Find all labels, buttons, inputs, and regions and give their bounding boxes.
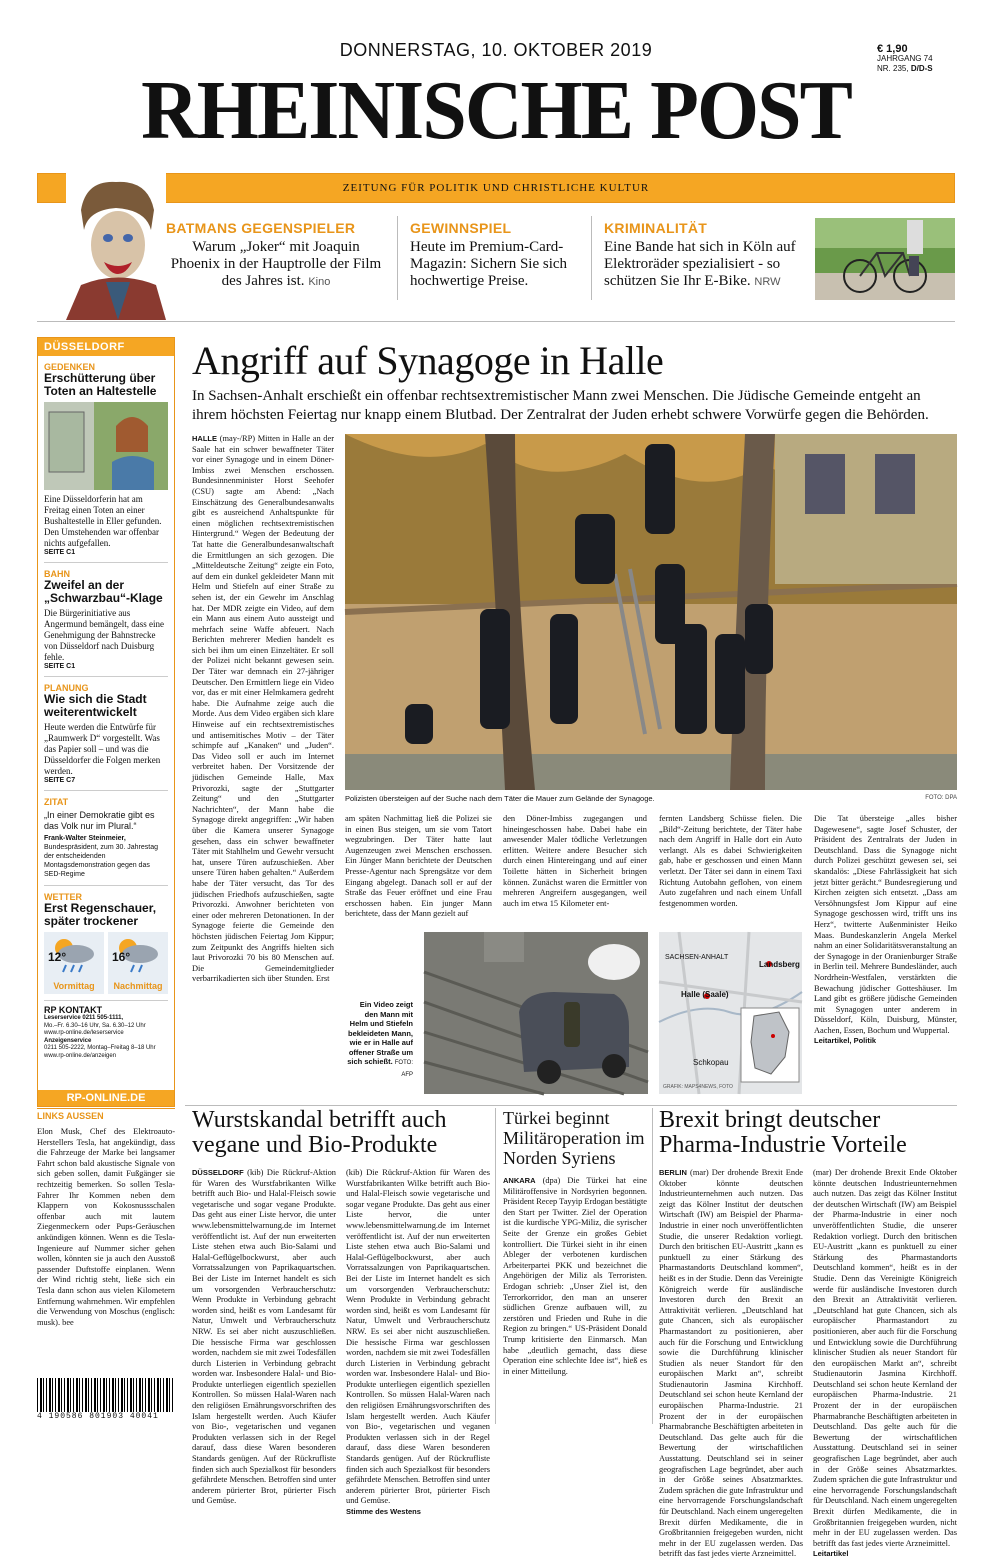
article-wurst	[192, 1107, 490, 1516]
barcode	[37, 1378, 175, 1424]
teaser-3[interactable]	[604, 220, 804, 291]
sidebar-source[interactable]: SEITE C7	[44, 777, 76, 784]
contact-line: 0211 505-2222, Montag–Freitag 8–18 Uhr	[44, 1045, 156, 1051]
sidebar-title[interactable]: Zweifel an der „Schwarzbau“-Klage	[44, 578, 163, 605]
weather-title: Erst Regenschauer, später trockener	[44, 901, 157, 928]
photo-caption: Polizisten übersteigen auf der Suche nach dem Täter die Mauer zum Gelände der Synagoge.	[345, 794, 655, 803]
weather-label: Nachmittag	[113, 981, 163, 991]
map-label-state: SACHSEN-ANHALT	[665, 954, 729, 961]
weather-kicker: WETTER	[44, 892, 82, 902]
article-text-cont: (mar) Der drohende Brexit Ende Oktober könnte deutschen Industrieunternehmen auch nutzen. Das zeigt das Kölner Institut der deutschen Wirtschaft (IW) am Beispiel der Pharma-Industrie in einer noch unveröffentlichten Studie, die unserer Redaktion vorliegt. Durch den britischen EU-Austritt „kann es punktuell zu einer Stärkung des Pharmastandorts Deutschland kommen“, heißt es in der Studie. Denn das Vereinigte Königreich werde für ausländische Investoren durch den Brexit an Attraktivität verlieren. „Deutschland hat gute Chancen, sich als europäischer Pharmastandort zu positionieren, aber auch für die Forschung und Entwicklung sowie die Durchführung klinischer Studien als neuer Standort für den europäischen Markt an“, schreibt Studienautorin Jasmina Kirchhoff. Deutschland sei schon heute Kernland der europäischen Pharma-Industrie. 21 Prozent der in der europäischen Pharmabranche Beschäftigten arbeiteten in Deutschland. Das gelte auch für die Bewertung der wirtschaftlichen Ausstattung. Deutschland sei in seiner geografischen Lage begründet, aber auch in der Größe seines Absatzmarktes. Zudem sprächen die gute Infrastruktur und eine hervorragende Forschungslandschaft für Deutschland. Nach einem ungeregelten Brexit dürfen Medikamente, die in Großbritannien freigegeben wurden, nicht mehr in der EU zugelassen werden. Das betrifft das fast jedes vierte Arzneimittel. Leitartikel	[813, 1168, 957, 1559]
photo-credit: FOTO: DPA	[925, 795, 957, 801]
map-label-schkopau: Schkopau	[693, 1058, 729, 1067]
main-col-4: fernten Landsberg Schüsse fielen. Die „Bild“-Zeitung berichtete, der Täter habe nach dem Angriff in Halle dort ein Auto verlangt. Als es dabei Schwierigkeiten gab, habe er geschossen und einen Mann verletzt. Der Täter sei dann in einem Taxi Richtung Autobahn geflohen, von einem Auto zugefahren und nach einem Unfall festgenommen worden.	[659, 814, 802, 908]
weather-afternoon	[108, 932, 168, 994]
sidebar-text: Eine Düsseldorferin hat am Freitag einen Toten an einer Bushaltestelle in Eller gefunden. Den Umstehenden war offenbar nichts aufgefallen.	[44, 494, 162, 548]
haltestelle-photo[interactable]	[44, 402, 168, 490]
teaser-2[interactable]	[410, 220, 580, 290]
sidebar-kicker: BAHN	[44, 569, 70, 579]
ebike-photo[interactable]	[815, 218, 955, 300]
teaser-1-text: Warum „Joker“ mit Joaquin Phoenix in der Hauptrolle der Film des Jahres ist. Kino	[170, 239, 382, 289]
contact-line[interactable]: www.rp-online.de/anzeigen	[44, 1052, 117, 1059]
price: € 1,90	[877, 43, 908, 55]
barcode-digits: 4 190586 801903 40041	[37, 1412, 159, 1421]
article-text: DÜSSELDORF (kib) Die Rückruf-Aktion für Waren des Wurstfabrikanten Wilke betrifft auch Bio- und Halal-Fleisch sowie vegetarische und sogar vegane Produkte. Das geht aus einer Liste hervor, die unter www.lebensmittelwarnung.de im Internet veröffentlicht ist. Auf der nun erweiterten Liste stehen etwa auch Bio-Salami und Halal-Geflügelbockwurst, aber auch Vorratssalzungen von Paprikaquartschen. Bei der Liste im Internet handelt es sich um vorsorgenden Verbraucherschutz: Wenn Produkte in Verbindung gebracht worden sind, heißt es vom Landesamt für Natur, Umwelt und Verbraucherschutz NRW. Es sei aber nicht auszuschließen. Die hessische Firma war geschlossen worden, nachdem sie mit zwei Todesfällen durch Listerien in Verbindung gebracht worden war. Insbesondere Halal- und Bio-Produkte unterliegen eigentlich speziellen Kontrollen. So müssen Halal-Waren nach den religiösen Ernährungsvorschriften des Islam hergestellt werden. Auch Käufer von Bio-, vegetarischen und veganen Produkten verlassen sich in der Regel darauf, dass diese Waren besonderen Standards genügen. Auf der Rückrufliste finden sich auch Spezialkost für besonders gefährdete Menschen. Betroffen sind unter anderem pürierter Brot, pürierter Fisch und Gemüse.	[192, 1168, 336, 1506]
main-col-2: am späten Nachmittag ließ die Polizei sie in einen Bus steigen, um sie vom Tatort wegzubringen. Der Täter hatte laut Augenzeugen zwei Menschen erschossen. Ein Jünger Mann berichtete der Deutschen Presse-Agentur nach Sprengsätze vor dem Eingang abgelegt. Danach soll er auf der Straße das Feuer eröffnet und eine Frau erschossen haben. Ein junger Mann berichtete, dass der Mann gezielt auf	[345, 814, 492, 919]
issue-number: NR. 235, D/D-S	[877, 64, 933, 73]
section-rule	[185, 1105, 957, 1106]
map-label-halle: Halle (Saale)	[681, 990, 729, 999]
article-brexit	[659, 1107, 957, 1559]
quote-text: „In einer Demokratie gibt es das Volk nur im Plural.“	[44, 810, 155, 831]
local-sidebar	[37, 337, 175, 1107]
column-divider	[495, 1108, 496, 1424]
quote-kicker: ZITAT	[44, 797, 69, 807]
main-col-1: HALLE (may-/RP) Mitten in Halle an der Saale hat ein schwer bewaffneter Täter vor einer Synagoge und in einem Döner-Imbiss zwei Menschen erschossen. Bundesinnenminister Horst Seehofer (CSU) sagte am Abend: „Nach Einschätzung des Generalbundesanwalts gibt es ausreichend Anhaltspunkte für einen möglichen rechtsextremistischen Hintergrund.“ Wegen der Bedeutung der Tat hatte die Generalbundesanwaltschaft die Ermittlungen an sich gezogen. Die „Mitteldeutsche Zeitung“ zeigte ein Foto, auf dem ein dunkel gekleideter Mann mit Helm und Stiefeln auf einer Straße zu sehen ist, der ein Gewehr im Anschlag hat. Der MDR zeigte ein Video, auf dem ein Mann aus einem Auto aussteigt und mehrfach seine Waffe abfeuert. Nach Berichten mehrerer Medien handelt es sich bei ihm um einen Einzeltäter. Er soll der Polizei nicht bekannt gewesen sein. Der Täter war demnach ein 27-jähriger Deutscher. Den Ermittlern liege ein Video vor, das er mit einer Helmkamera gedreht habe. Die Aufnahme zeige auch die Morde. Aus dem Video ergäben sich klare Hinweise auf ein rechtsextremistisches und antisemitisches Motiv – der Täter schimpfe auf „Kanaken“ und „Juden“. Das Video soll er auch im Internet verbreitet haben. Der Vorsitzende der jüdischen Gemeinde Halle, Max Privorozki, sagte der „Stuttgarter Zeitung“ und den „Stuttgarter Nachrichten“, der Mann habe die Synagoge direkt angegriffen: „Wir haben über die Kamera unserer Synagoge gesehen, dass ein schwer bewaffneter Täter mit Stahlhelm und Gewehr versucht hat, unsere Türen aufzuschießen. Aber unsere Türen haben gehalten.“ Außerdem habe der Täter versucht, das Tor des jüdischen Friedhofs aufzuschießen, sagte Privorozki. Anwohner berichteten von einer oder mehreren Detonationen. In der Synagoge feierte die Gemeinde den höchsten jüdischen Feiertag Jom Kippur; zum Zeitpunkt des Angriffs hielten sich laut Privorozki 70 bis 80 Menschen auf. Die Gemeindemitglieder verbarrikadierten sich über Stunden. Erst	[192, 434, 334, 984]
sidebar-source[interactable]: SEITE C1	[44, 549, 76, 556]
teaser-divider	[397, 216, 398, 300]
contact-line[interactable]: www.rp-online.de/leserservice	[44, 1030, 124, 1036]
links-aussen-text: Elon Musk, Chef des Elektroauto-Herstellers Tesla, hat angekündigt, dass die Fahrzeuge der Marke bei langsamer Fahrt schon bald akustische Signale von sich geben sollen, damit Fußgänger sie rechtzeitig bemerken. So sollen Tesla-Fahrer Ihr Kommen neben dem Klappern von Kokosnussschalen offenbar auch mit lautem Ziegenmeckern oder Pups-Geräuschen ankündigen können. Wenn es die Tesla-Ingenieure auf Nummer sicher gehen wollen, könnten sie ja auch den Ausstoß passender Duftstoffe einplanen. Wenn der Wind richtig steht, ließe sich ein Tesla dann schon aus vielen Kilometern Entfernung wahrnehmen. Wir empfehlen die Verwendung von Moschus (englisch: musk). bee	[37, 1127, 175, 1327]
issue-date: DONNERSTAG, 10. OKTOBER 2019	[339, 40, 653, 60]
tagline: ZEITUNG FÜR POLITIK UND CHRISTLICHE KULTUR	[37, 173, 955, 203]
contact-line: Leserservice 0211 505-1111,	[44, 1015, 124, 1021]
volume: JAHRGANG 74	[877, 54, 933, 63]
masthead: RHEINISCHE POST	[141, 64, 851, 157]
weather-boxes	[44, 932, 168, 994]
teaser-3-headline: KRIMINALITÄT	[604, 220, 708, 236]
quote-author: Frank-Walter Steinmeier, Bundespräsident, zum 30. Jahrestag der entscheidenden Montagsdemonstration gegen das SED-Regime	[44, 835, 159, 878]
links-aussen	[37, 1108, 175, 1385]
column-divider	[652, 1108, 653, 1424]
teaser-divider	[591, 216, 592, 300]
article-headline[interactable]: Türkei beginnt Militäroperation im Norden Syriens	[503, 1108, 645, 1168]
map-label-landsberg: Landsberg	[759, 960, 800, 969]
sidebar-text: Heute werden die Entwürfe für „Raumwerk D“ vorgestellt. Was das Papier soll – und was die Düsseldorfer die Folgen merken werden.	[44, 722, 161, 776]
article-text: ANKARA (dpa) Die Türkei hat eine Militäroffensive in Nordsyrien begonnen. Präsident Recep Tayyip Erdogan bestätigte den Start per Twitter. Ziel der Operation ist die kurdische YPG-Miliz, die syrischer Seite der Grenze ein großes Gebiet kontrolliert. Die Türkei sieht in ihr einen Ableger der verbotenen kurdischen Arbeiterpartei PKK und bezeichnet die Angehörigen der Miliz als Terroristen. Erdogan schrieb: „Unser Ziel ist, den Terrorkorridor, den man an unserer südlichen Grenze aufbauen will, zu zerstören und Frieden und Ruhe in die Region zu bringen.“ US-Präsident Donald Trump kritisierte den Einmarsch. Man habe „deutlich gemacht, dass diese Operation eine schlechte Idee ist“, hieß es in einer Mitteilung.	[503, 1176, 647, 1376]
sidebar-head: DÜSSELDORF	[38, 338, 174, 356]
video-caption: Ein Video zeigt den Mann mit Helm und Stiefeln bekleideten Mann, wie er in Halle auf offener Straße um sich schießt. FOTO: AFP	[347, 1000, 413, 1078]
main-col-5: Die Tat übersteige „alles bisher Dagewesene“, sagte Josef Schuster, der Präsident des Zentralrats der Juden in Deutschland. Dass die Synagoge nicht durch Polizei geschützt gewesen sei, sei skandalös: „Diese Fahrlässigkeit hat sich jetzt bitter gerächt.“ Bundesregierung und Kirchen zeigten sich entsetzt. „Dass am Versöhnungsfest Jom Kippur auf eine Synagoge geschossen wird, trifft uns ins Herz“, twitterte Außenminister Heiko Maas. Bundeskanzlerin Angela Merkel nahm an einer Solidaritätsveranstaltung an der Synagoge in der Oranienburger Straße in Berlin teil. Mehrere Bundesländer, auch Nordrhein-Westfalen, verstärkten die Bewachung jüdischer Gotteshäuser. Im Land gibt es größere jüdische Gemeinden mit Synagogen unter anderem in Düsseldorf, Köln, Duisburg, Münster, Aachen, Essen, Bochum und Wuppertal. Leitartikel, Politik	[814, 814, 957, 1046]
weather-morning	[44, 932, 104, 994]
col5-reference[interactable]: Leitartikel, Politik	[814, 1036, 877, 1046]
sidebar-text: Die Bürgerinitiative aus Angermund bemängelt, dass eine Genehmigung der Bahnstrecke von Düsseldorf nach Duisburg fehle.	[44, 608, 164, 662]
teaser-2-headline: GEWINNSPIEL	[410, 220, 512, 236]
article-tuerkei	[503, 1108, 647, 1432]
teaser-1-headline: BATMANS GEGENSPIELER	[166, 220, 356, 236]
contact-line: Anzeigenservice	[44, 1037, 92, 1044]
weather-label: Vormittag	[53, 981, 95, 991]
links-aussen-kicker: LINKS AUSSEN	[37, 1108, 175, 1121]
main-subhead: In Sachsen-Anhalt erschießt ein offenbar rechtsextremistischer Mann zwei Menschen. Die Jüdische Gemeinde entgeht an ihrem höchsten Feiertag nur knapp einem Blutbad. Der Zentralrat der Juden erhebt schwere Vorwürfe gegen die Behörden.	[192, 388, 929, 423]
video-still[interactable]	[424, 932, 648, 1094]
sidebar-title[interactable]: Wie sich die Stadt weiterentwickelt	[44, 692, 147, 719]
main-headline[interactable]: Angriff auf Synagoge in Halle	[192, 338, 664, 383]
synagogue-photo[interactable]	[345, 434, 957, 790]
sidebar-source[interactable]: SEITE C1	[44, 663, 76, 670]
teaser-rule	[37, 321, 955, 322]
joker-photo[interactable]	[66, 170, 166, 320]
main-col-3: den Döner-Imbiss zugegangen und hineingeschossen habe. Dabei habe ein anwesender Maler tödliche Verletzungen erlitten. Weitere andere Besucher sich durch einen Hintereingang und auf einer Toilette hätten in Sicherheit bringen können. Zunächst waren die Ermittler von mehreren Angreifern ausgegangen, weil auch im etwa 15 Kilometer ent-	[503, 814, 647, 908]
teaser-3-text: Eine Bande hat sich in Köln auf Elektroräder spezialisiert - so schützen Sie Ihr E-Bike. NRW	[604, 239, 796, 289]
barcode-bars	[37, 1378, 175, 1412]
sidebar-kicker: GEDENKEN	[44, 362, 96, 372]
article-headline[interactable]: Wurstskandal betrifft auch vegane und Bio-Produkte	[192, 1107, 447, 1158]
sidebar-kicker: PLANUNG	[44, 683, 89, 693]
contact-title: RP KONTAKT	[44, 1005, 103, 1015]
teaser-2-text: Heute im Premium-Card-Magazin: Sichern Sie sich hochwertige Preise.	[410, 239, 568, 289]
weather-temp: 16°	[112, 950, 131, 964]
weather-temp: 12°	[48, 950, 67, 964]
teaser-1[interactable]	[166, 220, 386, 291]
sidebar-title[interactable]: Erschütterung über Toten an Haltestelle	[44, 371, 157, 398]
article-headline[interactable]: Brexit bringt deutscher Pharma-Industrie Vorteile	[659, 1107, 907, 1158]
website-link[interactable]: RP-ONLINE.DE	[38, 1090, 174, 1106]
locator-map[interactable]	[659, 932, 802, 1094]
article-text-cont: (kib) Die Rückruf-Aktion für Waren des Wurstfabrikanten Wilke betrifft auch Bio- und Halal-Fleisch sowie vegetarische und sogar vegane Produkte. Das geht aus einer Liste hervor, die unter www.lebensmittelwarnung.de im Internet veröffentlicht ist. Auf der nun erweiterten Liste stehen etwa auch Bio-Salami und Halal-Geflügelbockwurst, aber auch Vorratssalzungen von Paprikaquartschen. Bei der Liste im Internet handelt es sich um vorsorgenden Verbraucherschutz: Wenn Produkte in Verbindung gebracht worden sind, heißt es vom Landesamt für Natur, Umwelt und Verbraucherschutz NRW. Es sei aber nicht auszuschließen. Die hessische Firma war geschlossen worden, nachdem sie mit zwei Todesfällen durch Listerien in Verbindung gebracht worden war. Insbesondere Halal- und Bio-Produkte unterliegen eigentlich speziellen Kontrollen. So müssen Halal-Waren nach den religiösen Ernährungsvorschriften des Islam hergestellt werden. Auch Käufer von Bio-, vegetarischen und veganen Produkten verlassen sich in der Regel darauf, dass diese Waren besonderen Standards genügen. Auf der Rückrufliste finden sich auch Spezialkost für besonders gefährdete Menschen. Betroffen sind unter anderem pürierter Brot, pürierter Fisch und Gemüse. Stimme des Westens	[346, 1168, 490, 1516]
contact-line: Mo.–Fr. 6.30–16 Uhr, Sa. 6.30–12 Uhr	[44, 1022, 146, 1029]
map-credit: GRAFIK: MAPS4NEWS, FOTO	[663, 1084, 733, 1090]
article-text: BERLIN (mar) Der drohende Brexit Ende Oktober könnte deutschen Industrieunternehmen auch nutzen. Das zeigt das Kölner Institut der deutschen Wirtschaft (IW) am Beispiel der Pharma-Industrie in einer noch unveröffentlichten Studie, die unserer Redaktion vorliegt. Durch den britischen EU-Austritt „kann es punktuell zu einer Stärkung des Pharmastandorts Deutschland kommen“, heißt es in der Studie. Denn das Vereinigte Königreich werde für ausländische Investoren durch den Brexit an Attraktivität verlieren. „Deutschland hat gute Chancen, sich als europäischer Pharmastandort zu positionieren, aber auch für die Forschung und Entwicklung sowie die Durchführung klinischer Studien als neuer Standort für den europäischen Markt an“, schreibt Studienautorin Jasmina Kirchhoff. Deutschland sei schon heute Kernland der europäischen Pharma-Industrie. 21 Prozent der in der europäischen Pharmabranche Beschäftigten arbeiteten in Deutschland. Das gelte auch für die Bewertung der wirtschaftlichen Ausstattung. Deutschland sei in seiner geografischen Lage begründet, aber auch in der Größe seines Absatzmarktes. Zudem sprächen die gute Infrastruktur und eine hervorragende Forschungslandschaft für Deutschland. Nach einem ungeregelten Brexit dürfen Medikamente, die in Großbritannien freigegeben wurden, nicht mehr in der EU zugelassen werden. Das betrifft das fast jedes vierte Arzneimittel.	[659, 1168, 803, 1559]
